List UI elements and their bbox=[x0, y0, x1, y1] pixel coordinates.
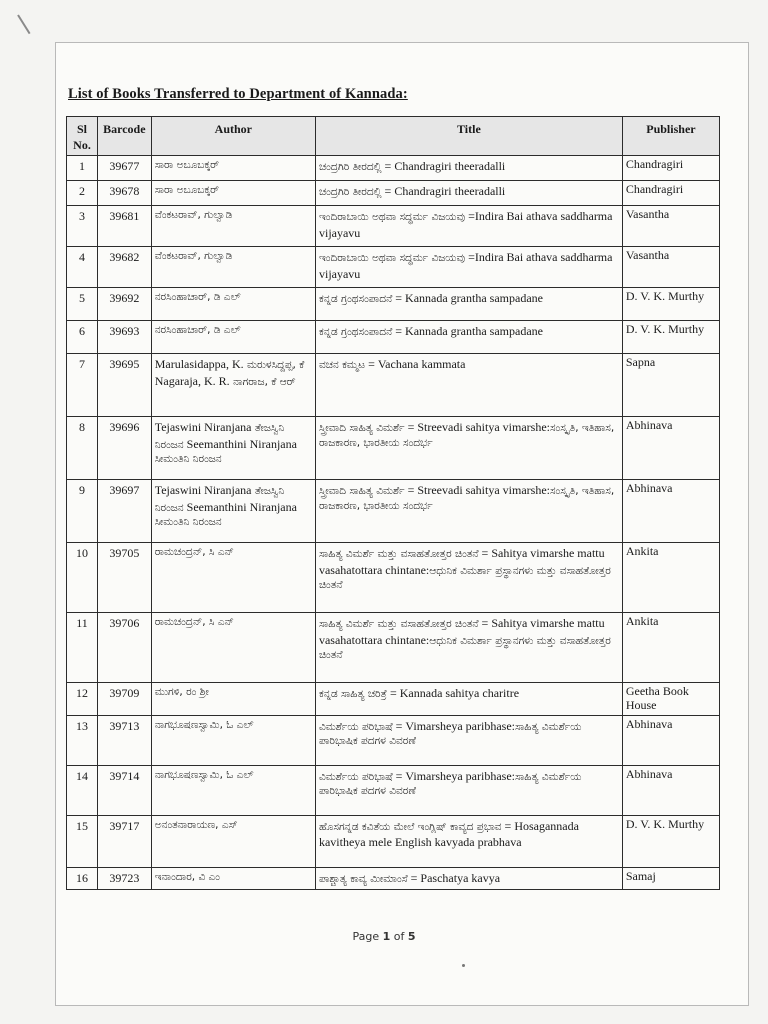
table-row bbox=[67, 206, 720, 247]
title-cell bbox=[315, 613, 622, 683]
title-english: = Vimarsheya paribhase: bbox=[392, 768, 515, 783]
barcode-cell: 39678 bbox=[97, 181, 151, 206]
publisher-cell: Chandragiri bbox=[622, 181, 719, 206]
author-latin-2: Seemanthini Niranjana bbox=[183, 436, 297, 451]
sl-cell: 13 bbox=[67, 715, 98, 765]
sl-cell: 14 bbox=[67, 765, 98, 815]
publisher-cell: Vasantha bbox=[622, 247, 719, 288]
table-row bbox=[67, 543, 720, 613]
barcode-cell: 39705 bbox=[97, 543, 151, 613]
publisher-cell: D. V. K. Murthy bbox=[622, 321, 719, 354]
author-kannada: ಇನಾಂದಾರ, ವಿ ಎಂ bbox=[154, 870, 220, 883]
table-header-row bbox=[67, 117, 720, 156]
author-cell bbox=[151, 206, 315, 247]
publisher-cell: D. V. K. Murthy bbox=[622, 288, 719, 321]
title-kannada: ಇಂದಿರಾಬಾಯಿ ಅಥವಾ ಸದ್ಧರ್ಮ ವಿಜಯವು bbox=[318, 211, 466, 224]
author-kannada: ಅನಂತನಾರಾಯಣ, ಎಸ್ bbox=[154, 818, 238, 831]
title-cell bbox=[315, 288, 622, 321]
title-kannada: ಹೊಸಗನ್ನಡ ಕವಿತೆಯ ಮೇಲೆ ಇಂಗ್ಲಿಷ್ ಕಾವ್ಯದ ಪ್ರಭಾವ bbox=[318, 820, 502, 833]
title-english: = Vachana kammata bbox=[365, 357, 466, 372]
title-english: = Paschatya kavya bbox=[407, 870, 501, 885]
author-latin-2: Seemanthini Niranjana bbox=[183, 499, 297, 514]
author-kannada: ಸಾರಾ ಅಬೂಬಕ್ಕರ್ bbox=[154, 184, 220, 197]
table-row bbox=[67, 867, 720, 889]
header-author: Author bbox=[151, 117, 315, 156]
author-kannada: ವೆಂಕಟರಾವ್, ಗುಲ್ವಾಡಿ bbox=[154, 209, 233, 222]
barcode-cell: 39677 bbox=[97, 156, 151, 181]
sl-cell: 8 bbox=[67, 417, 98, 480]
title-english: = Streevadi sahitya vimarshe: bbox=[404, 420, 550, 435]
publisher-cell: Samaj bbox=[622, 867, 719, 889]
table-row bbox=[67, 480, 720, 543]
title-kannada: ಚಂದ್ರಗಿರಿ ತೀರದಲ್ಲಿ bbox=[318, 161, 382, 174]
title-cell bbox=[315, 715, 622, 765]
author-latin: Tejaswini Niranjana bbox=[154, 483, 252, 498]
sl-cell: 9 bbox=[67, 480, 98, 543]
table-row bbox=[67, 765, 720, 815]
barcode-cell: 39717 bbox=[97, 815, 151, 867]
author-kannada: ರಾಮಚಂದ್ರನ್, ಸಿ ಎನ್ bbox=[154, 616, 234, 629]
title-cell bbox=[315, 543, 622, 613]
publisher-cell: Ankita bbox=[622, 613, 719, 683]
title-cell bbox=[315, 247, 622, 288]
title-cell bbox=[315, 765, 622, 815]
author-kannada: ರಾಮಚಂದ್ರನ್, ಸಿ ಎನ್ bbox=[154, 546, 234, 559]
sl-cell: 10 bbox=[67, 543, 98, 613]
table-row bbox=[67, 156, 720, 181]
barcode-cell: 39695 bbox=[97, 354, 151, 417]
publisher-cell: Abhinava bbox=[622, 417, 719, 480]
publisher-cell: D. V. K. Murthy bbox=[622, 815, 719, 867]
sl-cell: 15 bbox=[67, 815, 98, 867]
publisher-cell: Abhinava bbox=[622, 765, 719, 815]
table-row bbox=[67, 321, 720, 354]
title-english: =Indira Bai athava saddharma vijayavu bbox=[318, 250, 613, 281]
table-row bbox=[67, 683, 720, 716]
author-cell bbox=[151, 543, 315, 613]
title-cell bbox=[315, 683, 622, 716]
table-row bbox=[67, 247, 720, 288]
title-kannada: ಇಂದಿರಾಬಾಯಿ ಅಥವಾ ಸದ್ಧರ್ಮ ವಿಜಯವು bbox=[318, 252, 466, 265]
author-cell bbox=[151, 867, 315, 889]
author-cell bbox=[151, 417, 315, 480]
sl-cell: 11 bbox=[67, 613, 98, 683]
author-kannada: ನಾಗಭೂಷಣಸ್ವಾಮಿ, ಓ ಎಲ್ bbox=[154, 768, 254, 781]
title-english: = Kannada sahitya charitre bbox=[386, 686, 520, 701]
barcode-cell: 39697 bbox=[97, 480, 151, 543]
author-latin: Marulasidappa, K. bbox=[154, 357, 244, 372]
author-kannada-2: ನಾಗರಾಜ, ಕೆ ಆರ್ bbox=[229, 375, 296, 388]
table-row bbox=[67, 417, 720, 480]
publisher-cell: Geetha Book House bbox=[622, 683, 719, 716]
header-sl: Sl No. bbox=[67, 117, 98, 156]
title-kannada: ಸಾಹಿತ್ಯ ವಿಮರ್ಶೆ ಮತ್ತು ವಸಾಹತೋತ್ತರ ಚಿಂತನೆ bbox=[318, 548, 479, 561]
title-cell bbox=[315, 867, 622, 889]
title-kannada: ಕನ್ನಡ ಗ್ರಂಥಸಂಪಾದನೆ bbox=[318, 326, 393, 339]
table-row bbox=[67, 181, 720, 206]
sl-cell: 4 bbox=[67, 247, 98, 288]
title-kannada: ವಿಮರ್ಶೆಯ ಪರಿಭಾಷೆ bbox=[318, 770, 393, 783]
title-cell bbox=[315, 354, 622, 417]
title-english: = Chandragiri theeradalli bbox=[381, 159, 506, 174]
barcode-cell: 39682 bbox=[97, 247, 151, 288]
author-cell bbox=[151, 354, 315, 417]
sl-cell: 5 bbox=[67, 288, 98, 321]
author-latin: Tejaswini Niranjana bbox=[154, 420, 252, 435]
page-total: 5 bbox=[407, 930, 416, 943]
author-cell bbox=[151, 288, 315, 321]
author-kannada: ನರಸಿಂಹಾಚಾರ್, ಡಿ ಎಲ್ bbox=[154, 291, 241, 304]
table-row bbox=[67, 815, 720, 867]
title-kannada-subtitle: ಸಂಸ್ಕೃತಿ, ಇತಿಹಾಸ, ರಾಜಕಾರಣ, ಭಾರತೀಯ ಸಂದರ್ಭ bbox=[318, 422, 615, 449]
books-table bbox=[66, 116, 720, 890]
title-english: =Indira Bai athava saddharma vijayavu bbox=[318, 209, 613, 240]
barcode-cell: 39714 bbox=[97, 765, 151, 815]
page-footer-prefix: Page bbox=[352, 930, 383, 943]
document-title: List of Books Transferred to Department of Kannada: bbox=[68, 86, 408, 102]
page-current: 1 bbox=[382, 930, 391, 943]
publisher-cell: Sapna bbox=[622, 354, 719, 417]
title-english: = Chandragiri theeradalli bbox=[381, 184, 506, 199]
publisher-cell: Ankita bbox=[622, 543, 719, 613]
author-cell bbox=[151, 480, 315, 543]
barcode-cell: 39723 bbox=[97, 867, 151, 889]
author-cell bbox=[151, 715, 315, 765]
author-cell bbox=[151, 765, 315, 815]
barcode-cell: 39693 bbox=[97, 321, 151, 354]
author-cell bbox=[151, 181, 315, 206]
sl-cell: 6 bbox=[67, 321, 98, 354]
publisher-cell: Abhinava bbox=[622, 715, 719, 765]
table-body bbox=[67, 156, 720, 890]
author-cell bbox=[151, 247, 315, 288]
title-english: = Streevadi sahitya vimarshe: bbox=[404, 483, 550, 498]
title-english: = Kannada grantha sampadane bbox=[392, 324, 543, 339]
scan-mark bbox=[17, 14, 30, 34]
barcode-cell: 39696 bbox=[97, 417, 151, 480]
title-kannada: ಸಾಹಿತ್ಯ ವಿಮರ್ಶೆ ಮತ್ತು ವಸಾಹತೋತ್ತರ ಚಿಂತನೆ bbox=[318, 618, 479, 631]
publisher-cell: Chandragiri bbox=[622, 156, 719, 181]
header-title: Title bbox=[315, 117, 622, 156]
author-cell bbox=[151, 683, 315, 716]
sl-cell: 7 bbox=[67, 354, 98, 417]
header-publisher: Publisher bbox=[622, 117, 719, 156]
barcode-cell: 39706 bbox=[97, 613, 151, 683]
author-kannada: ಮುಗಳಿ, ರಂ ಶ್ರೀ bbox=[154, 686, 209, 699]
author-kannada-2: ಸೀಮಂತಿನಿ ನಿರಂಜನ bbox=[154, 452, 222, 465]
title-cell bbox=[315, 181, 622, 206]
author-kannada: ಸಾರಾ ಅಬೂಬಕ್ಕರ್ bbox=[154, 159, 220, 172]
barcode-cell: 39713 bbox=[97, 715, 151, 765]
table-row bbox=[67, 354, 720, 417]
author-kannada: ತೇಜಸ್ವಿನಿ ನಿರಂಜನ bbox=[154, 485, 285, 514]
title-kannada: ಕನ್ನಡ ಸಾಹಿತ್ಯ ಚರಿತ್ರೆ bbox=[318, 688, 387, 701]
author-cell bbox=[151, 815, 315, 867]
title-cell bbox=[315, 321, 622, 354]
title-english: = Hosagannada kavitheya mele English kavyada prabhava bbox=[318, 818, 579, 850]
title-english: = Kannada grantha sampadane bbox=[392, 291, 543, 306]
title-kannada-subtitle: ಸಂಸ್ಕೃತಿ, ಇತಿಹಾಸ, ರಾಜಕಾರಣ, ಭಾರತೀಯ ಸಂದರ್ಭ bbox=[318, 485, 615, 512]
page-footer bbox=[0, 930, 768, 943]
title-kannada-subtitle: ಆಧುನಿಕ ವಿಮರ್ಶಾ ಪ್ರಸ್ಥಾನಗಳು ಮತ್ತು ವಸಾಹತೋತ್ತರ ಚಿಂತನೆ bbox=[318, 564, 611, 591]
title-cell bbox=[315, 480, 622, 543]
title-english: = Vimarsheya paribhase: bbox=[392, 718, 515, 733]
author-kannada: ನಾಗಭೂಷಣಸ್ವಾಮಿ, ಓ ಎಲ್ bbox=[154, 718, 254, 731]
sl-cell: 12 bbox=[67, 683, 98, 716]
title-english: = Sahitya vimarshe mattu vasahatottara chintane: bbox=[318, 546, 605, 577]
publisher-cell: Abhinava bbox=[622, 480, 719, 543]
author-cell bbox=[151, 321, 315, 354]
title-kannada: ವಿಮರ್ಶೆಯ ಪರಿಭಾಷೆ bbox=[318, 720, 393, 733]
table-row bbox=[67, 288, 720, 321]
scan-speck bbox=[462, 964, 465, 967]
author-kannada: ತೇಜಸ್ವಿನಿ ನಿರಂಜನ bbox=[154, 422, 285, 451]
title-cell bbox=[315, 815, 622, 867]
sl-cell: 16 bbox=[67, 867, 98, 889]
title-kannada-subtitle: ಸಾಹಿತ್ಯ ವಿಮರ್ಶೆಯ ಪಾರಿಭಾಷಿಕ ಪದಗಳ ವಿವರಣೆ bbox=[318, 770, 582, 798]
barcode-cell: 39709 bbox=[97, 683, 151, 716]
page-footer-mid: of bbox=[390, 930, 408, 943]
title-kannada: ಸ್ತ್ರೀವಾದಿ ಸಾಹಿತ್ಯ ವಿಮರ್ಶೆ bbox=[318, 485, 405, 498]
author-kannada-2: ಸೀಮಂತಿನಿ ನಿರಂಜನ bbox=[154, 515, 222, 528]
sl-cell: 1 bbox=[67, 156, 98, 181]
title-kannada: ವಚನ ಕಮ್ಮಟ bbox=[318, 359, 366, 372]
barcode-cell: 39681 bbox=[97, 206, 151, 247]
author-cell bbox=[151, 613, 315, 683]
title-kannada: ಕನ್ನಡ ಗ್ರಂಥಸಂಪಾದನೆ bbox=[318, 293, 393, 306]
author-kannada: ವೆಂಕಟರಾವ್, ಗುಲ್ವಾಡಿ bbox=[154, 250, 233, 263]
title-kannada-subtitle: ಆಧುನಿಕ ವಿಮರ್ಶಾ ಪ್ರಸ್ಥಾನಗಳು ಮತ್ತು ವಸಾಹತೋತ್ತರ ಚಿಂತನೆ bbox=[318, 634, 611, 661]
title-kannada-subtitle: ಸಾಹಿತ್ಯ ವಿಮರ್ಶೆಯ ಪಾರಿಭಾಷಿಕ ಪದಗಳ ವಿವರಣೆ bbox=[318, 720, 582, 748]
header-barcode: Barcode bbox=[97, 117, 151, 156]
title-kannada: ಪಾಶ್ಚಾತ್ಯ ಕಾವ್ಯ ಮೀಮಾಂಸೆ bbox=[318, 872, 408, 885]
sl-cell: 3 bbox=[67, 206, 98, 247]
title-kannada: ಚಂದ್ರಗಿರಿ ತೀರದಲ್ಲಿ bbox=[318, 186, 382, 199]
author-kannada: ಮರುಳಸಿದ್ದಪ್ಪ, ಕೆ bbox=[243, 359, 305, 372]
table-row bbox=[67, 613, 720, 683]
publisher-cell: Vasantha bbox=[622, 206, 719, 247]
table-row bbox=[67, 715, 720, 765]
title-cell bbox=[315, 417, 622, 480]
author-latin-2: Nagaraja, K. R. bbox=[154, 373, 230, 388]
title-cell bbox=[315, 206, 622, 247]
title-kannada: ಸ್ತ್ರೀವಾದಿ ಸಾಹಿತ್ಯ ವಿಮರ್ಶೆ bbox=[318, 422, 405, 435]
title-english: = Sahitya vimarshe mattu vasahatottara chintane: bbox=[318, 616, 605, 647]
title-cell bbox=[315, 156, 622, 181]
sl-cell: 2 bbox=[67, 181, 98, 206]
barcode-cell: 39692 bbox=[97, 288, 151, 321]
author-cell bbox=[151, 156, 315, 181]
author-kannada: ನರಸಿಂಹಾಚಾರ್, ಡಿ ಎಲ್ bbox=[154, 324, 241, 337]
